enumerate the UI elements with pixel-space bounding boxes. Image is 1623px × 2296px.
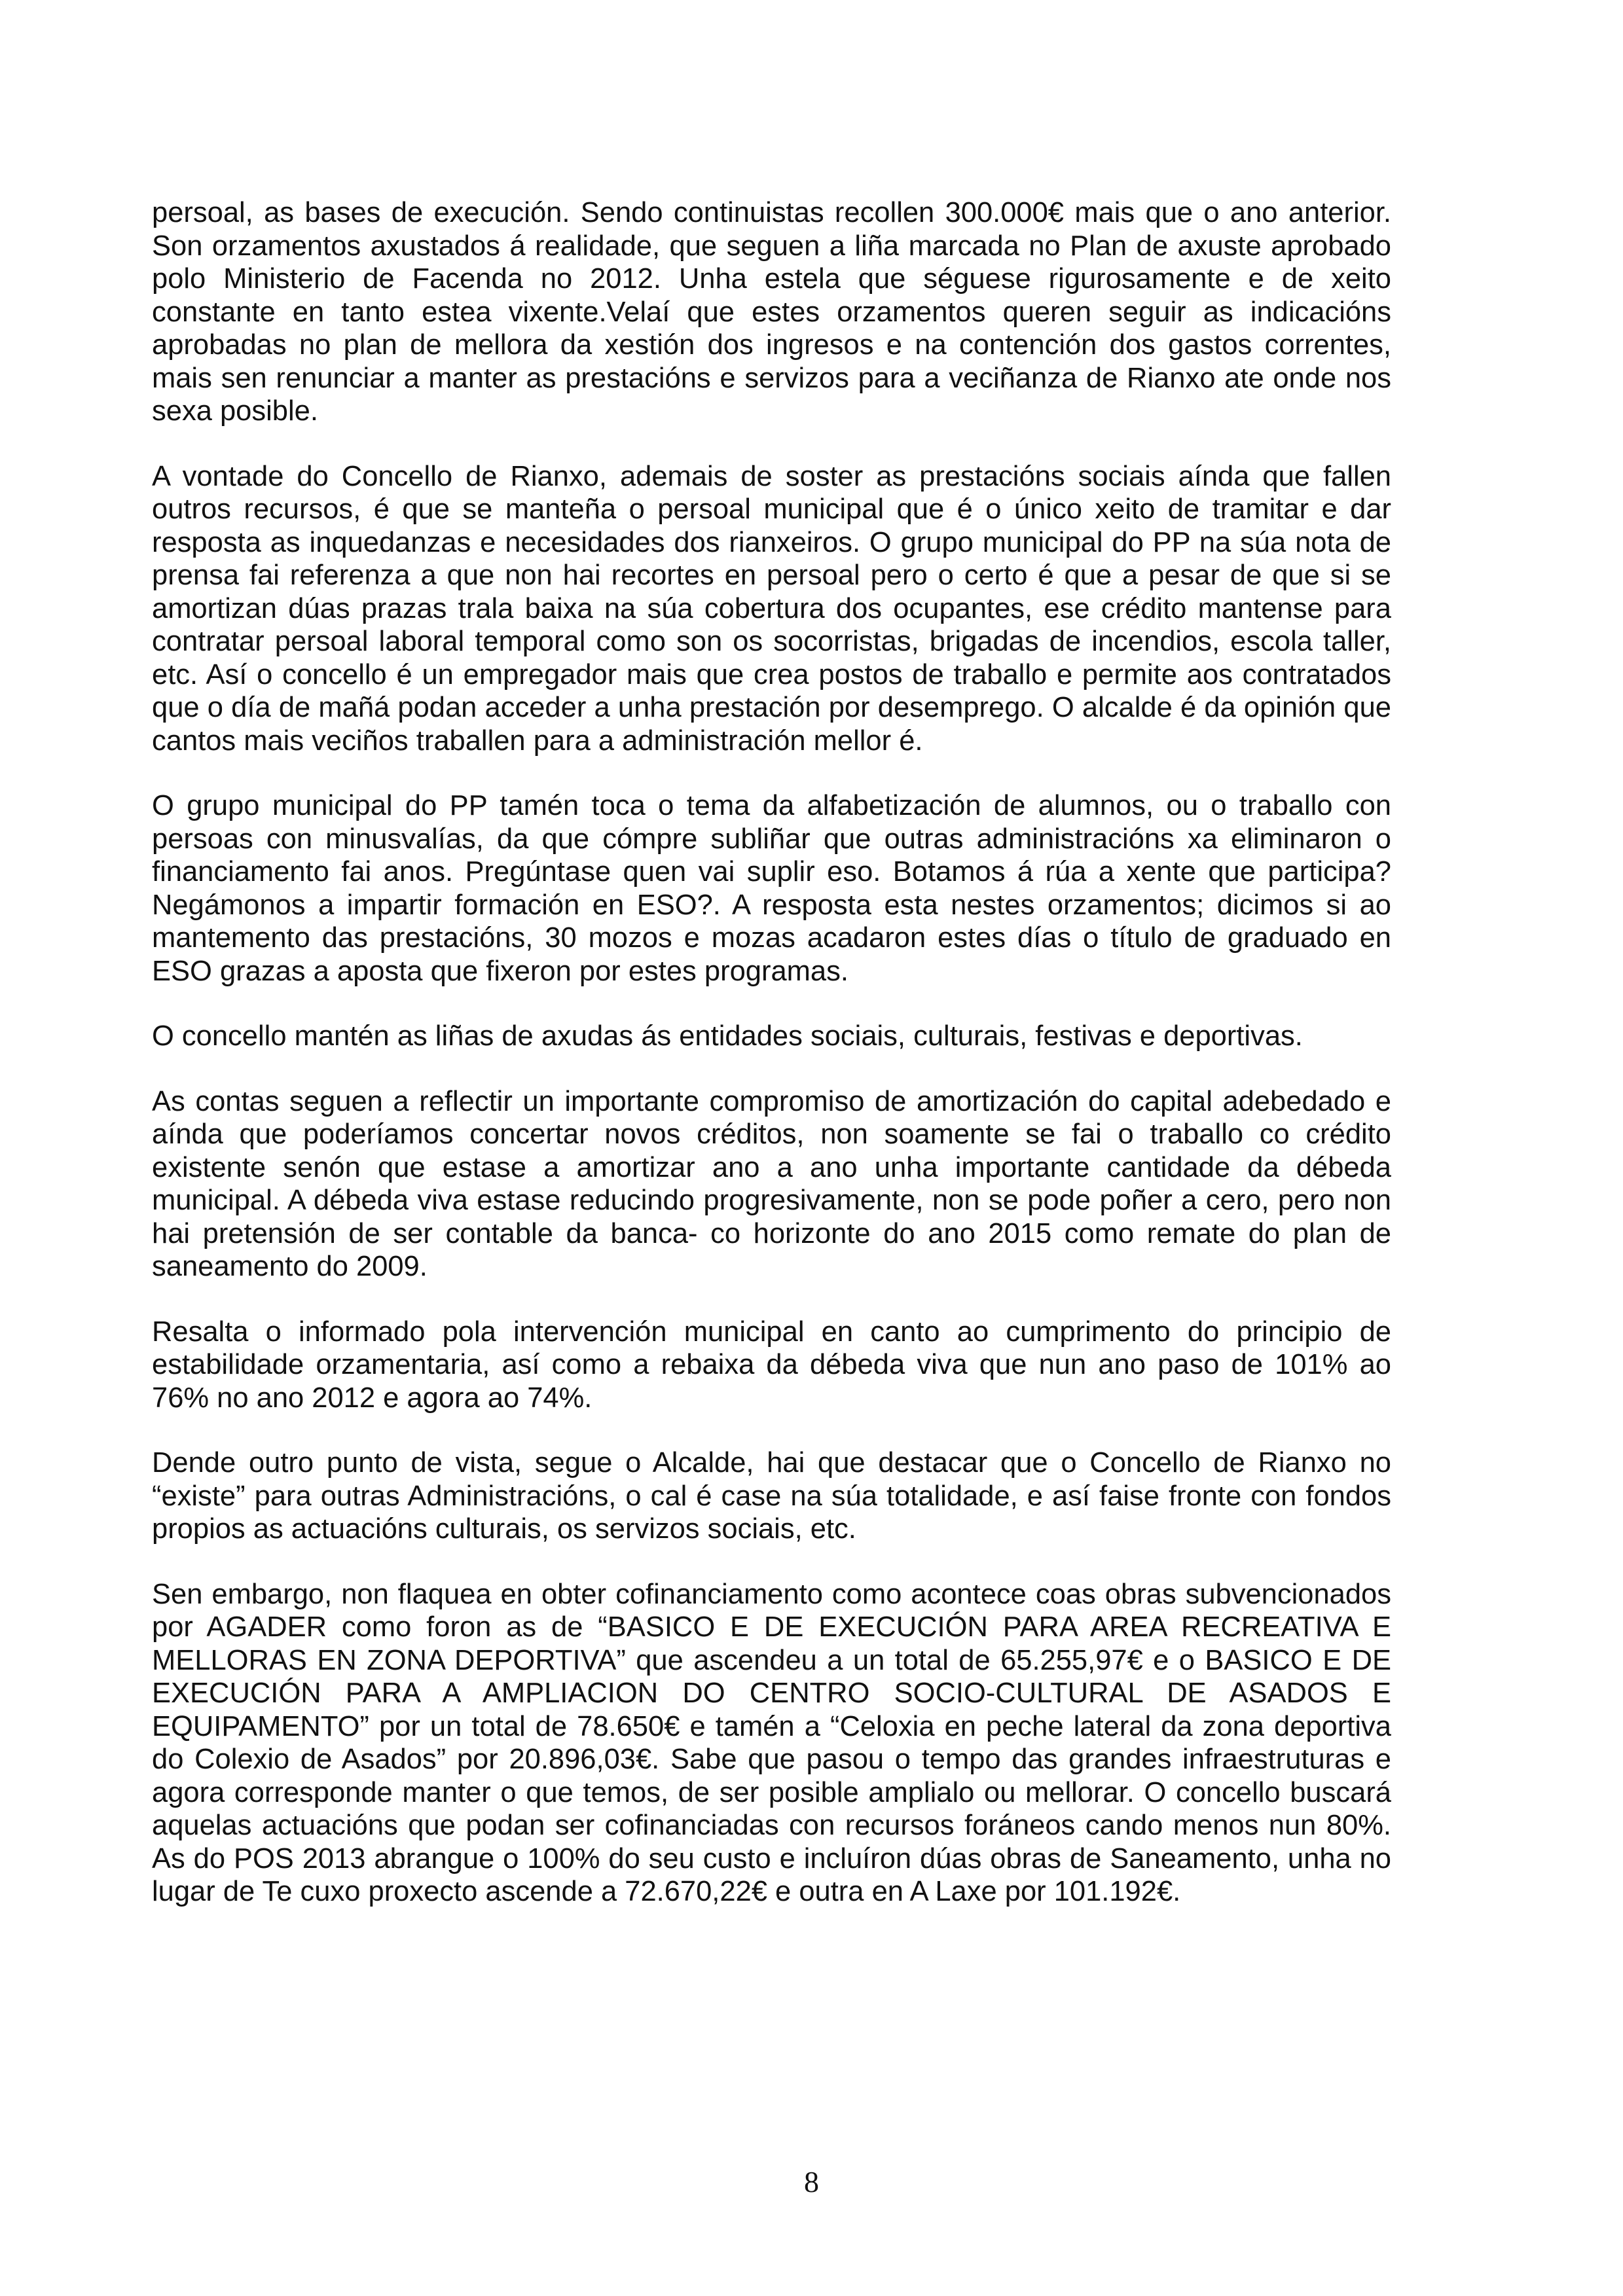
paragraph-budget-stability: Resalta o informado pola intervención municipal en canto ao cumprimento do principio de estabilidade orzamentaria, así como a rebaixa da débeda viva que nun ano paso de 101% ao 76% no ano 2012 e agora ao 74%.: [152, 1316, 1391, 1414]
document-body: [152, 196, 1391, 1941]
paragraph-entity-aid: O concello mantén as liñas de axudas ás entidades sociais, culturais, festivas e deportivas.: [152, 1020, 1303, 1052]
paragraph-cofinancing: Sen embargo, non flaquea en obter cofinanciamento como acontece coas obras subvencionados por AGADER como foron as de “BASICO E DE EXECUCIÓN PARA AREA RECREATIVA E MELLORAS EN ZONA DEPORTIVA” que ascendeu a un total de 65.255,97€ e o BASICO E DE EXECUCIÓN PARA A AMPLIACION DO CENTRO SOCIO-CULTURAL DE ASADOS E EQUIPAMENTO” por un total de 78.650€ e tamén a “Celoxia en peche lateral da zona deportiva do Colexio de Asados” por 20.896,03€. Sabe que pasou o tempo das grandes infraestruturas e agora corresponde manter o que temos, de ser posible amplialo ou mellorar. O concello buscará aquelas actuacións que podan ser cofinanciadas con recursos foráneos cando menos nun 80%. As do POS 2013 abrangue o 100% do seu custo e incluíron dúas obras de Saneamento, unha no lugar de Te cuxo proxecto ascende a 72.670,22€ e outra en A Laxe por 101.192€.: [152, 1578, 1391, 1907]
paragraph-budget-overview: persoal, as bases de execución. Sendo continuistas recollen 300.000€ mais que o ano anterior. Son orzamentos axustados á realidade, que seguen a liña marcada no Plan de axuste aprobado polo Ministerio de Facenda no 2012. Unha estela que séguese rigurosamente e de xeito constante en tanto estea vixente.Velaí que estes orzamentos queren seguir as indicacións aprobadas no plan de mellora da xestión dos ingresos e na contención dos gastos correntes, mais sen renunciar a manter as prestacións e servizos para a veciñanza de Rianxo ate onde nos sexa posible.: [152, 197, 1391, 427]
paragraph-own-funds: Dende outro punto de vista, segue o Alcalde, hai que destacar que o Concello de Rianxo no “existe” para outras Administracións, o cal é case na súa totalidade, e así faise fronte con fondos propios as actuacións culturais, os servizos sociais, etc.: [152, 1447, 1391, 1545]
paragraph-municipal-staff: A vontade do Concello de Rianxo, ademais de soster as prestacións sociais aínda que fallen outros recursos, é que se manteña o persoal municipal que é o único xeito de tramitar e dar resposta as inquedanzas e necesidades dos rianxeiros. O grupo municipal do PP na súa nota de prensa fai referenza a que non hai recortes en persoal pero o certo é que a pesar de que si se amortizan dúas prazas trala baixa na súa cobertura dos ocupantes, ese crédito mantense para contratar persoal laboral temporal como son os socorristas, brigadas de incendios, escola taller, etc. Así o concello é un empregador mais que crea postos de traballo e permite aos contratados que o día de mañá podan acceder a unha prestación por desemprego. O alcalde é da opinión que cantos mais veciños traballen para a administración mellor é.: [152, 460, 1391, 757]
paragraph-literacy-programs: O grupo municipal do PP tamén toca o tema da alfabetización de alumnos, ou o traballo con persoas con minusvalías, da que cómpre subliñar que outras administracións xa eliminaron o financiamento fai anos. Pregúntase quen vai suplir eso. Botamos á rúa a xente que participa? Negámonos a impartir formación en ESO?. A resposta esta nestes orzamentos; dicimos si ao mantemento das prestacións, 30 mozos e mozas acadaron estes días o título de graduado en ESO grazas a aposta que fixeron por estes programas.: [152, 790, 1391, 987]
page-number: 8: [804, 2165, 819, 2198]
paragraph-debt-amortization: As contas seguen a reflectir un importante compromiso de amortización do capital adebedado e aínda que poderíamos concertar novos créditos, non soamente se fai o traballo co crédito existente senón que estase a amortizar ano a ano unha importante cantidade da débeda municipal. A débeda viva estase reducindo progresivamente, non se pode poñer a cero, pero non hai pretensión de ser contable da banca- co horizonte do ano 2015 como remate do plan de saneamento do 2009.: [152, 1085, 1391, 1282]
